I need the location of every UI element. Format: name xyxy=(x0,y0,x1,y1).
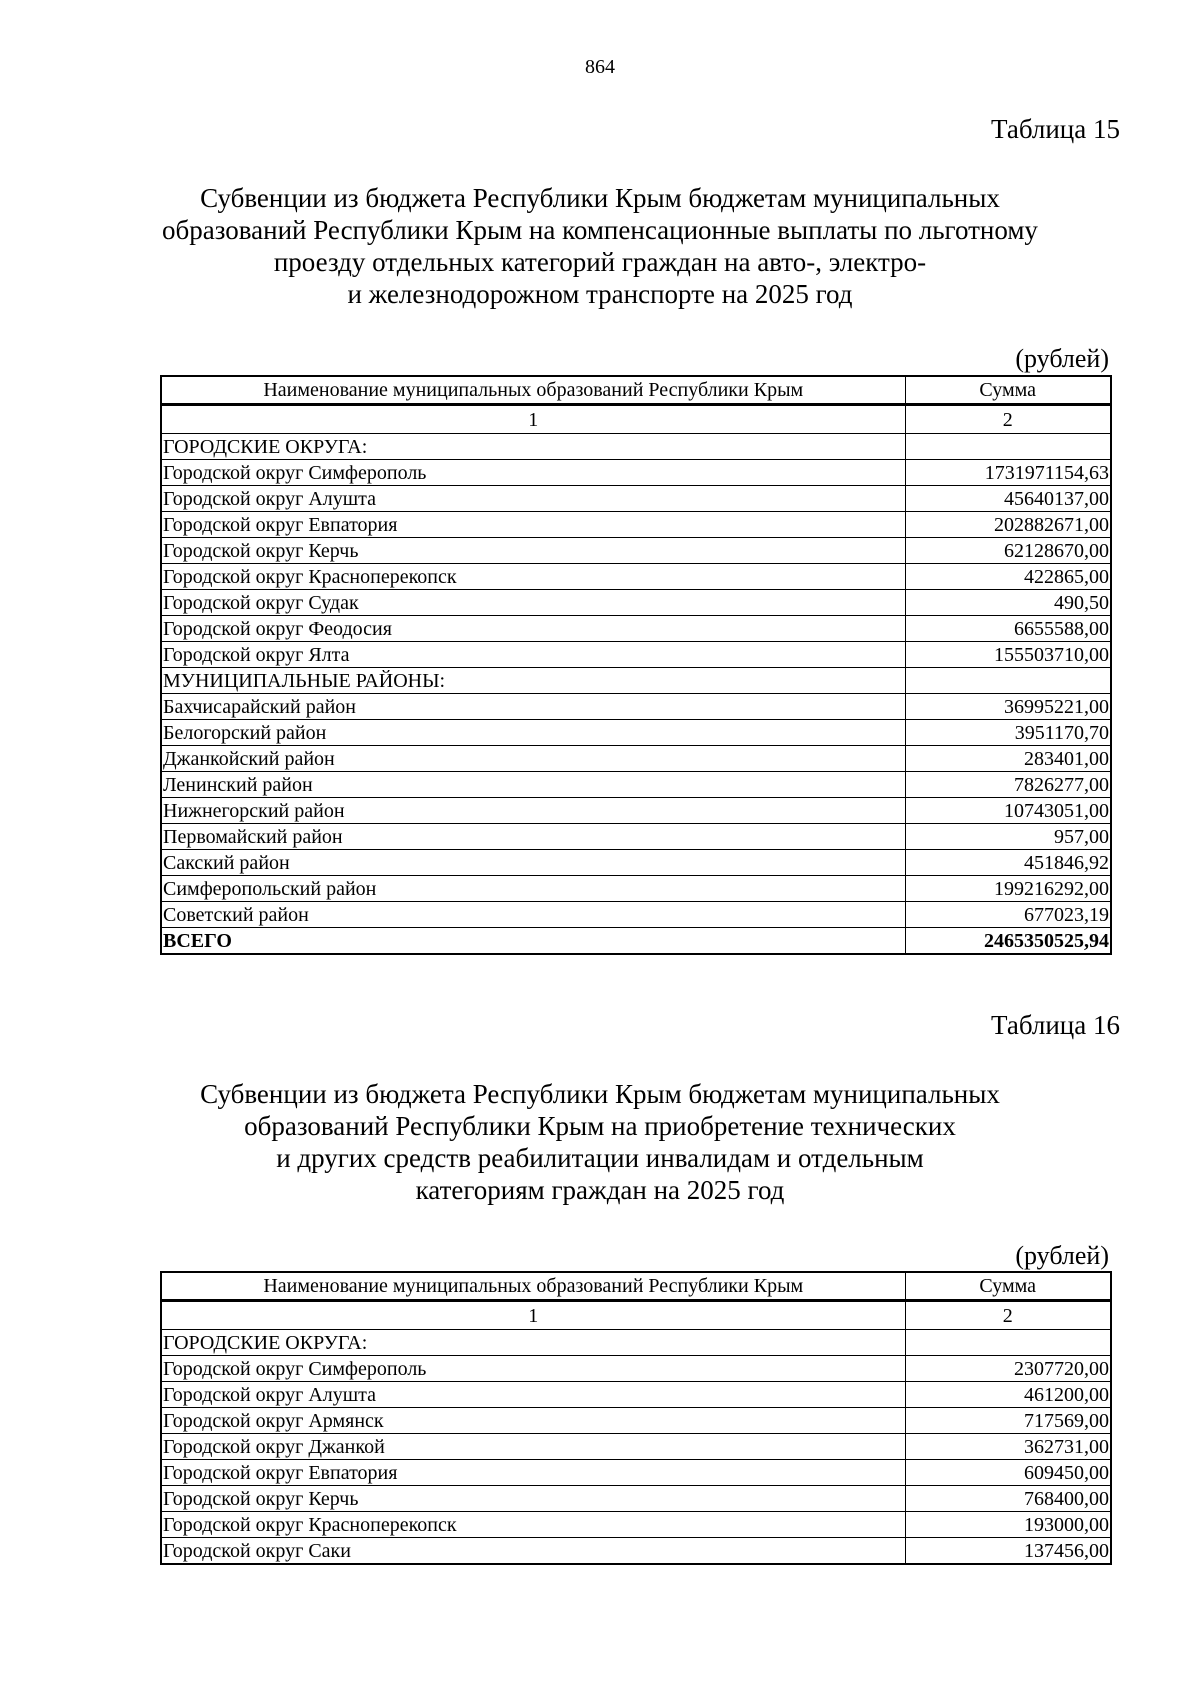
table-row xyxy=(161,824,1111,850)
sum-cell xyxy=(905,668,1111,694)
sum-cell: 768400,00 xyxy=(905,1486,1111,1512)
name-cell: ГОРОДСКИЕ ОКРУГА: xyxy=(161,1330,905,1356)
sum-cell: 155503710,00 xyxy=(905,642,1111,668)
table-row xyxy=(161,1538,1111,1565)
title-line: Субвенции из бюджета Республики Крым бюджетам муниципальных xyxy=(200,183,1000,213)
name-cell: Городской округ Красноперекопск xyxy=(161,1512,905,1538)
sum-cell: 717569,00 xyxy=(905,1408,1111,1434)
sum-cell: 2307720,00 xyxy=(905,1356,1111,1382)
name-cell: Городской округ Судак xyxy=(161,590,905,616)
title-line: категориям граждан на 2025 год xyxy=(415,1175,785,1205)
name-cell: Наименование муниципальных образований Республики Крым xyxy=(161,1272,905,1301)
sum-cell: 957,00 xyxy=(905,824,1111,850)
table-row xyxy=(161,876,1111,902)
name-cell: Наименование муниципальных образований Республики Крым xyxy=(161,376,905,405)
table-row xyxy=(161,720,1111,746)
table-row xyxy=(161,798,1111,824)
name-cell: ВСЕГО xyxy=(161,928,905,955)
sum-cell xyxy=(905,434,1111,460)
name-cell: 1 xyxy=(161,1301,905,1330)
name-cell: Городской округ Алушта xyxy=(161,1382,905,1408)
sum-cell: 62128670,00 xyxy=(905,538,1111,564)
title-line: образований Республики Крым на компенсационные выплаты по льготному xyxy=(162,215,1038,245)
table-row xyxy=(161,1434,1111,1460)
sum-cell: 461200,00 xyxy=(905,1382,1111,1408)
column-number-row xyxy=(161,1301,1111,1330)
title-line: образований Республики Крым на приобретение технических xyxy=(244,1111,956,1141)
table-row xyxy=(161,1356,1111,1382)
name-cell: Городской округ Евпатория xyxy=(161,1460,905,1486)
sum-cell: 2 xyxy=(905,405,1111,434)
sum-cell: 193000,00 xyxy=(905,1512,1111,1538)
sum-cell: 6655588,00 xyxy=(905,616,1111,642)
sum-cell xyxy=(905,1330,1111,1356)
sum-cell: 283401,00 xyxy=(905,746,1111,772)
header-row xyxy=(161,1272,1111,1301)
name-cell: 1 xyxy=(161,405,905,434)
name-cell: Городской округ Армянск xyxy=(161,1408,905,1434)
sum-cell: 362731,00 xyxy=(905,1434,1111,1460)
title-line: и железнодорожном транспорте на 2025 год xyxy=(347,279,853,309)
sum-cell: 677023,19 xyxy=(905,902,1111,928)
table-row xyxy=(161,850,1111,876)
name-cell: Городской округ Симферополь xyxy=(161,460,905,486)
table-16 xyxy=(160,1271,1112,1565)
header-row xyxy=(161,376,1111,405)
table-row xyxy=(161,434,1111,460)
name-cell: Ленинский район xyxy=(161,772,905,798)
name-cell: МУНИЦИПАЛЬНЫЕ РАЙОНЫ: xyxy=(161,668,905,694)
name-cell: Городской округ Феодосия xyxy=(161,616,905,642)
table-row xyxy=(161,1486,1111,1512)
table-16-unit: (рублей) xyxy=(1015,1241,1109,1270)
page-number: 864 xyxy=(585,56,615,78)
sum-cell: 199216292,00 xyxy=(905,876,1111,902)
table-15 xyxy=(160,375,1112,955)
column-number-row xyxy=(161,405,1111,434)
table-row xyxy=(161,902,1111,928)
table-15-unit: (рублей) xyxy=(1015,344,1109,373)
table-row xyxy=(161,1330,1111,1356)
sum-cell: 202882671,00 xyxy=(905,512,1111,538)
name-cell: Городской округ Алушта xyxy=(161,486,905,512)
table-row xyxy=(161,746,1111,772)
sum-cell: 490,50 xyxy=(905,590,1111,616)
table-row xyxy=(161,486,1111,512)
name-cell: Городской округ Саки xyxy=(161,1538,905,1565)
name-cell: Симферопольский район xyxy=(161,876,905,902)
table-row xyxy=(161,1408,1111,1434)
table-row xyxy=(161,616,1111,642)
sum-cell: Сумма xyxy=(905,1272,1111,1301)
name-cell: Городской округ Евпатория xyxy=(161,512,905,538)
name-cell: Городской округ Красноперекопск xyxy=(161,564,905,590)
table-15-label: Таблица 15 xyxy=(991,114,1120,144)
name-cell: Городской округ Джанкой xyxy=(161,1434,905,1460)
sum-cell: 1731971154,63 xyxy=(905,460,1111,486)
sum-cell: 422865,00 xyxy=(905,564,1111,590)
name-cell: Городской округ Симферополь xyxy=(161,1356,905,1382)
table-row xyxy=(161,1512,1111,1538)
sum-cell: 2465350525,94 xyxy=(905,928,1111,955)
table-row xyxy=(161,694,1111,720)
name-cell: Белогорский район xyxy=(161,720,905,746)
table-row xyxy=(161,512,1111,538)
table-16-title xyxy=(0,1078,1200,1206)
table-16-label: Таблица 16 xyxy=(991,1010,1120,1040)
table-row xyxy=(161,772,1111,798)
sum-cell: 45640137,00 xyxy=(905,486,1111,512)
sum-cell: 36995221,00 xyxy=(905,694,1111,720)
total-row xyxy=(161,928,1111,955)
name-cell: ГОРОДСКИЕ ОКРУГА: xyxy=(161,434,905,460)
title-line: проезду отдельных категорий граждан на авто-, электро- xyxy=(273,247,927,277)
name-cell: Джанкойский район xyxy=(161,746,905,772)
name-cell: Городской округ Ялта xyxy=(161,642,905,668)
table-row xyxy=(161,668,1111,694)
table-row xyxy=(161,590,1111,616)
name-cell: Сакский район xyxy=(161,850,905,876)
table-row xyxy=(161,1382,1111,1408)
name-cell: Городской округ Керчь xyxy=(161,538,905,564)
table-row xyxy=(161,642,1111,668)
sum-cell: 7826277,00 xyxy=(905,772,1111,798)
sum-cell: 137456,00 xyxy=(905,1538,1111,1565)
sum-cell: 3951170,70 xyxy=(905,720,1111,746)
table-row xyxy=(161,1460,1111,1486)
name-cell: Городской округ Керчь xyxy=(161,1486,905,1512)
name-cell: Первомайский район xyxy=(161,824,905,850)
sum-cell: 609450,00 xyxy=(905,1460,1111,1486)
name-cell: Советский район xyxy=(161,902,905,928)
name-cell: Нижнегорский район xyxy=(161,798,905,824)
sum-cell: 451846,92 xyxy=(905,850,1111,876)
sum-cell: 2 xyxy=(905,1301,1111,1330)
table-row xyxy=(161,460,1111,486)
sum-cell: 10743051,00 xyxy=(905,798,1111,824)
table-row xyxy=(161,538,1111,564)
sum-cell: Сумма xyxy=(905,376,1111,405)
table-row xyxy=(161,564,1111,590)
table-15-title xyxy=(0,182,1200,310)
name-cell: Бахчисарайский район xyxy=(161,694,905,720)
title-line: и других средств реабилитации инвалидам и отдельным xyxy=(276,1143,924,1173)
title-line: Субвенции из бюджета Республики Крым бюджетам муниципальных xyxy=(200,1079,1000,1109)
